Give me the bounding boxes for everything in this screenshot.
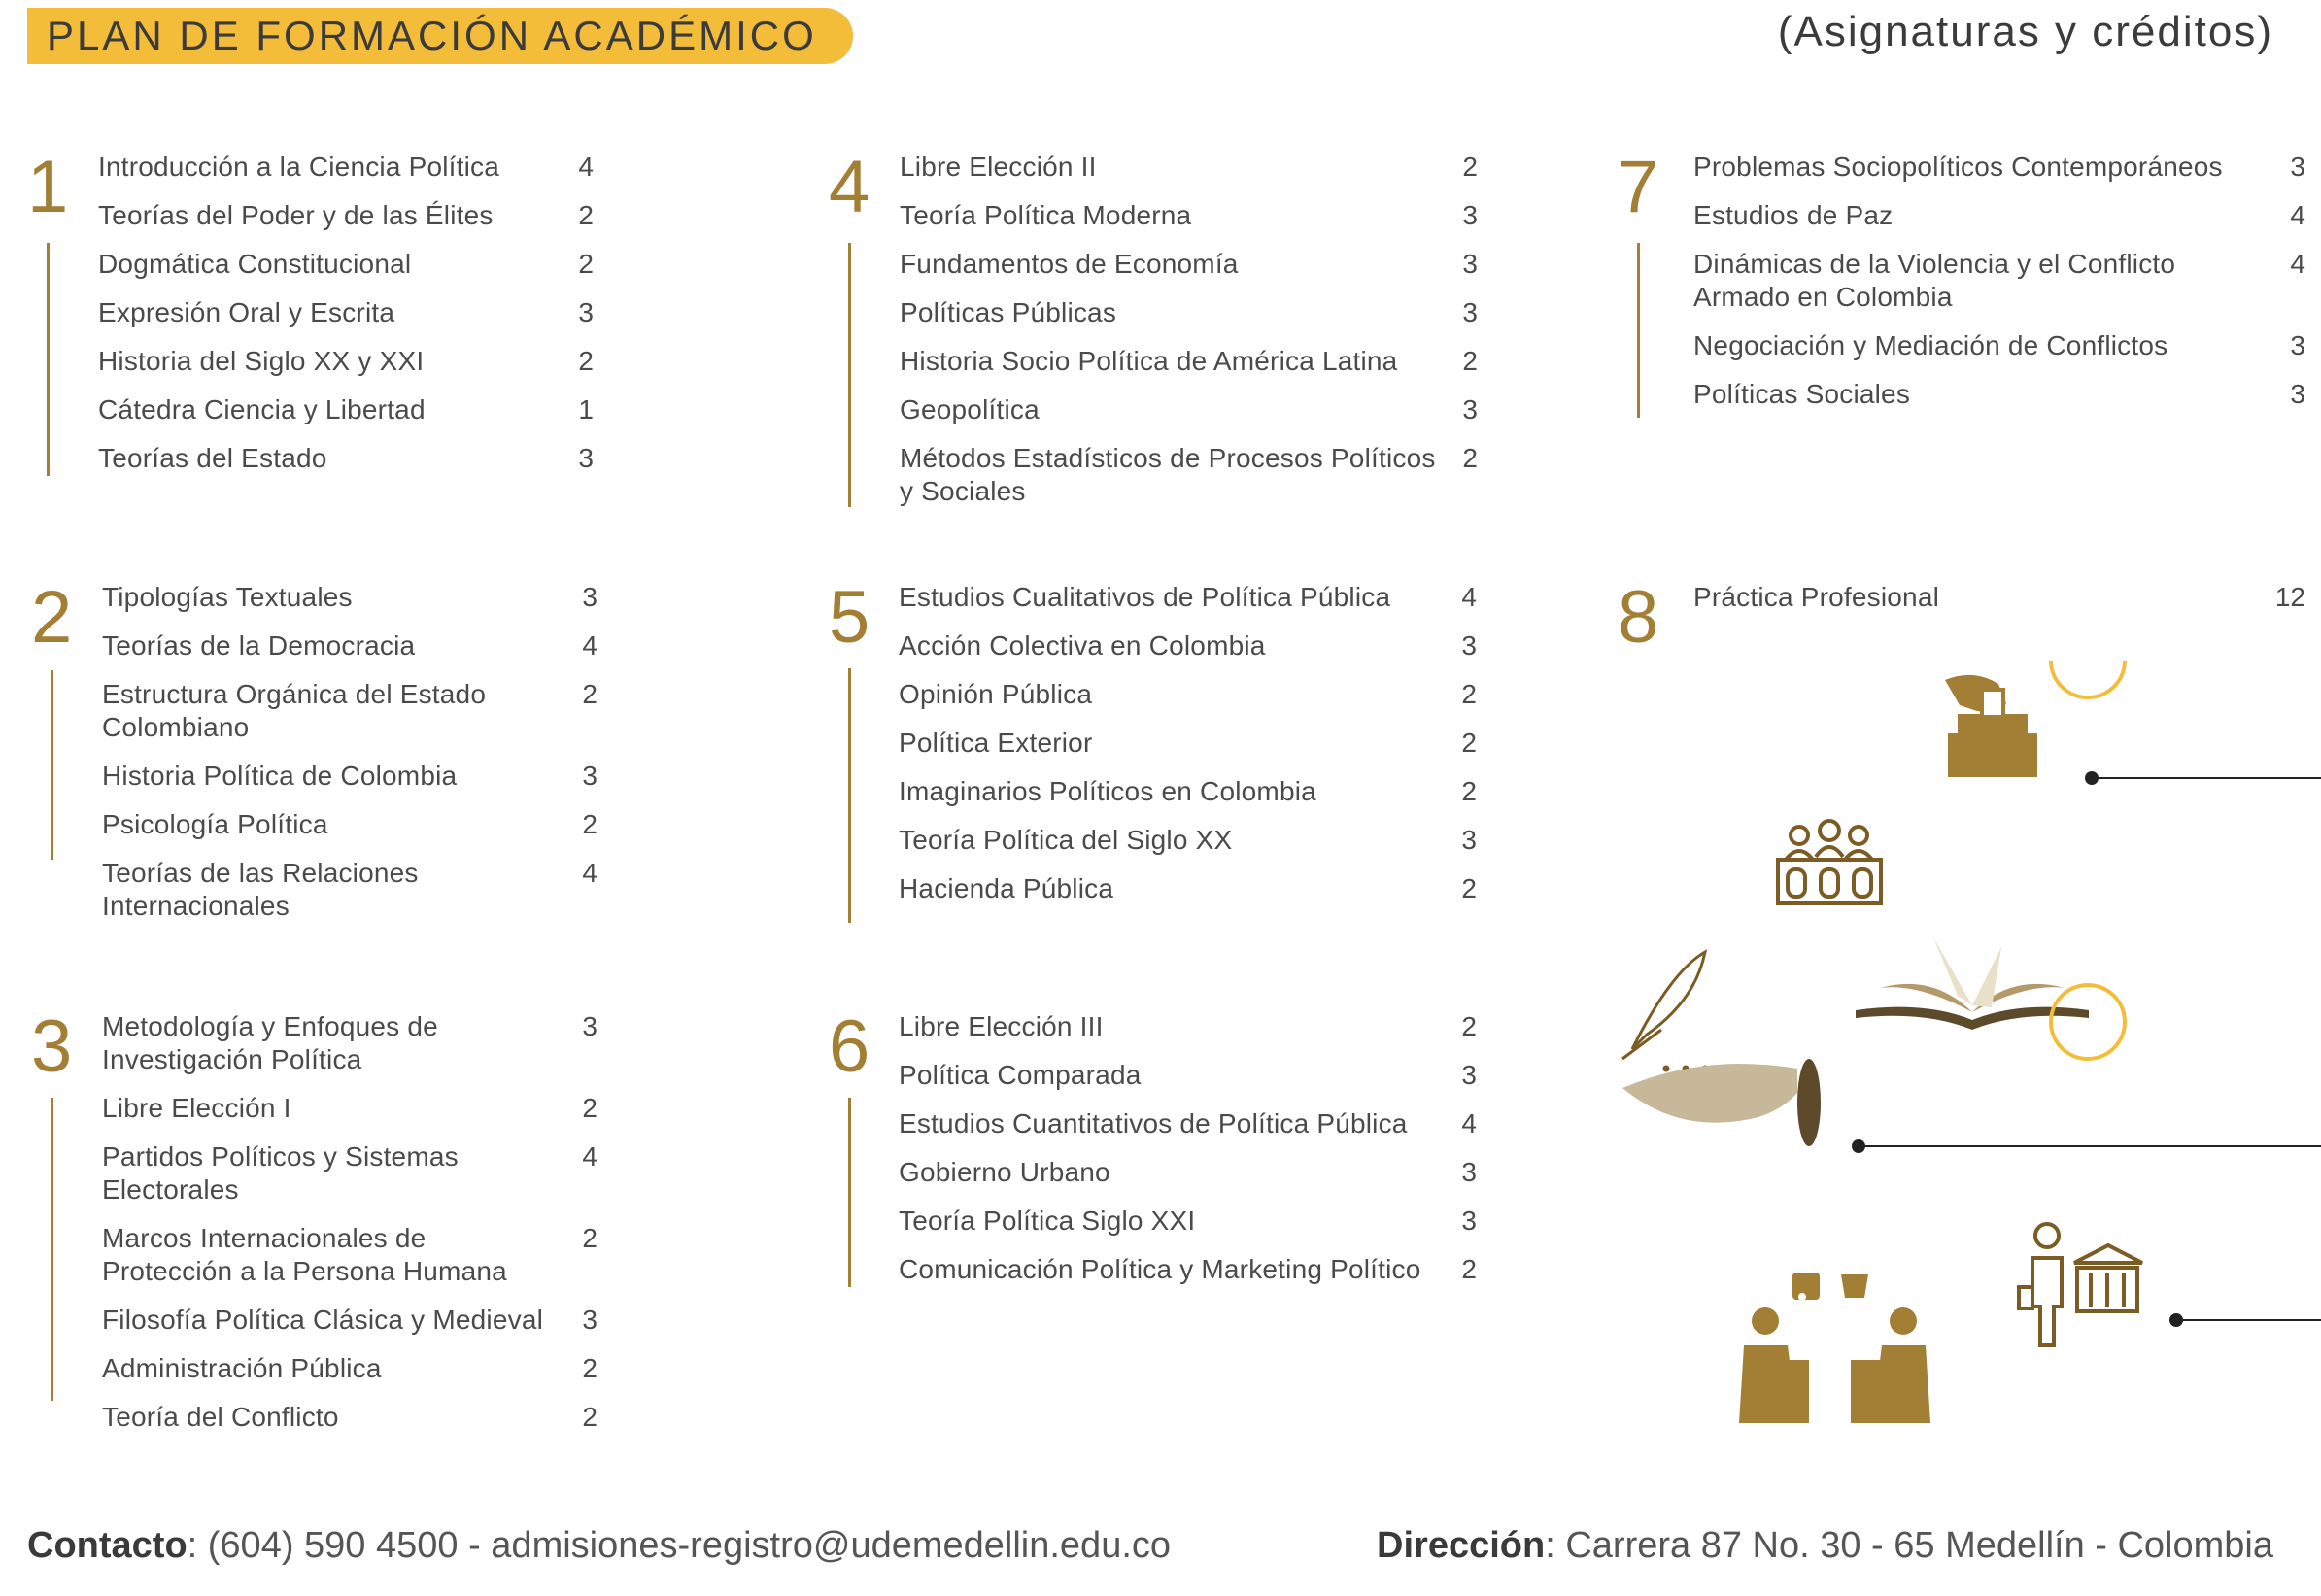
contact-info — [27, 1525, 1171, 1567]
course-credits: 3 — [582, 1305, 597, 1335]
course-credits: 2 — [582, 809, 597, 839]
course-row — [98, 345, 594, 378]
course-row — [899, 775, 1477, 808]
course-row — [102, 1010, 597, 1076]
course-credits: 3 — [1461, 630, 1477, 661]
course-name: Política Comparada — [899, 1060, 1142, 1090]
course-name: Metodología y Enfoques de Investigación Política — [102, 1011, 438, 1074]
course-credits: 2 — [1461, 873, 1477, 903]
citizen-building-icon — [2019, 1224, 2142, 1345]
course-name: Fundamentos de Economía — [900, 249, 1239, 279]
course-name: Estudios Cuantitativos de Política Pública — [899, 1108, 1408, 1138]
course-row — [899, 1059, 1477, 1092]
course-name: Marcos Internacionales de Protección a la Persona Humana — [102, 1223, 507, 1286]
course-credits: 4 — [582, 858, 597, 888]
semester-divider — [848, 1098, 851, 1287]
course-name: Problemas Sociopolíticos Contemporáneos — [1693, 152, 2223, 182]
course-row — [899, 872, 1477, 905]
course-credits: 3 — [578, 443, 594, 473]
course-list — [900, 151, 1478, 524]
course-credits: 2 — [1462, 152, 1478, 182]
course-row — [900, 199, 1478, 232]
course-credits: 3 — [1462, 297, 1478, 327]
semester-number: 3 — [31, 1005, 73, 1088]
course-credits: 4 — [578, 152, 594, 182]
course-credits: 3 — [2290, 379, 2305, 409]
course-credits: 2 — [1461, 1254, 1477, 1284]
giving-hand-icon — [1622, 1059, 1821, 1146]
course-row — [899, 727, 1477, 760]
course-credits: 2 — [1462, 346, 1478, 376]
semester-number: 6 — [829, 1005, 870, 1088]
course-credits: 2 — [582, 1223, 597, 1253]
course-credits: 2 — [578, 346, 594, 376]
course-name: Historia Socio Política de América Latina — [900, 346, 1398, 376]
course-name: Teoría del Conflicto — [102, 1402, 339, 1432]
course-row — [899, 824, 1477, 857]
course-name: Libre Elección I — [102, 1093, 291, 1123]
course-name: Introducción a la Ciencia Política — [98, 152, 500, 182]
course-list — [98, 151, 594, 491]
ballot-box-icon — [1945, 675, 2037, 777]
course-name: Tipologías Textuales — [102, 582, 353, 612]
course-row — [899, 1107, 1477, 1140]
course-row — [98, 296, 594, 329]
course-credits: 3 — [582, 761, 597, 791]
course-list — [102, 1010, 597, 1449]
course-credits: 2 — [582, 1353, 597, 1383]
course-row — [900, 248, 1478, 281]
course-name: Teoría Política del Siglo XX — [899, 825, 1233, 855]
course-credits: 2 — [582, 679, 597, 709]
course-row — [1693, 151, 2305, 184]
assembly-icon — [1778, 821, 1881, 903]
course-credits: 2 — [1462, 443, 1478, 473]
course-name: Historia Política de Colombia — [102, 761, 458, 791]
course-row — [102, 1304, 597, 1337]
course-name: Teoría Política Siglo XXI — [899, 1205, 1196, 1236]
course-credits: 3 — [582, 1011, 597, 1041]
semester-divider — [47, 243, 50, 476]
course-name: Geopolítica — [900, 394, 1040, 424]
course-name: Estudios de Paz — [1693, 200, 1894, 230]
semester-number: 2 — [31, 576, 73, 659]
course-credits: 4 — [2290, 200, 2305, 230]
course-credits: 4 — [2290, 249, 2305, 279]
course-row — [899, 678, 1477, 711]
course-name: Hacienda Pública — [899, 873, 1114, 903]
course-credits: 4 — [582, 630, 597, 661]
course-name: Psicología Política — [102, 809, 328, 839]
course-row — [102, 629, 597, 662]
course-row — [98, 199, 594, 232]
course-row — [899, 1205, 1477, 1238]
course-row — [899, 1156, 1477, 1189]
course-credits: 3 — [582, 582, 597, 612]
course-row — [900, 393, 1478, 426]
course-credits: 3 — [1462, 394, 1478, 424]
footer — [27, 1525, 2273, 1567]
course-row — [900, 151, 1478, 184]
connector-dot — [2169, 1313, 2183, 1327]
course-row — [102, 1222, 597, 1288]
course-name: Dogmática Constitucional — [98, 249, 412, 279]
course-row — [98, 151, 594, 184]
course-credits: 4 — [1461, 1108, 1477, 1138]
address-label: Dirección — [1377, 1525, 1546, 1566]
course-name: Opinión Pública — [899, 679, 1093, 709]
semester-divider — [1637, 243, 1640, 418]
semester-divider — [51, 1098, 53, 1401]
course-credits: 2 — [582, 1402, 597, 1432]
course-credits: 2 — [582, 1093, 597, 1123]
course-row — [98, 442, 594, 475]
course-credits: 3 — [2290, 330, 2305, 360]
course-name: Libre Elección III — [899, 1011, 1104, 1041]
illustration-panel — [1593, 661, 2321, 1438]
course-name: Teorías del Estado — [98, 443, 327, 473]
course-row — [1693, 199, 2305, 232]
contact-value: : (604) 590 4500 - admisiones-registro@udemedellin.edu.co — [187, 1525, 1172, 1566]
course-credits: 4 — [582, 1141, 597, 1172]
course-credits: 1 — [578, 394, 594, 424]
course-row — [1693, 581, 2305, 614]
course-row — [899, 581, 1477, 614]
course-row — [899, 1253, 1477, 1286]
course-name: Comunicación Política y Marketing Político — [899, 1254, 1421, 1284]
connector-dot — [1852, 1139, 1865, 1153]
course-credits: 2 — [1461, 728, 1477, 758]
course-row — [102, 857, 597, 923]
course-credits: 2 — [1461, 776, 1477, 806]
course-name: Libre Elección II — [900, 152, 1097, 182]
course-row — [899, 629, 1477, 662]
course-row — [102, 1352, 597, 1385]
course-name: Políticas Sociales — [1693, 379, 1911, 409]
course-list — [899, 1010, 1477, 1302]
course-name: Acción Colectiva en Colombia — [899, 630, 1266, 661]
course-row — [900, 442, 1478, 508]
course-name: Práctica Profesional — [1693, 582, 1940, 612]
course-name: Métodos Estadísticos de Procesos Políticos y Sociales — [900, 443, 1436, 506]
course-name: Teoría Política Moderna — [900, 200, 1192, 230]
course-credits: 4 — [1461, 582, 1477, 612]
course-credits: 3 — [1461, 825, 1477, 855]
course-list — [899, 581, 1477, 921]
course-credits: 2 — [578, 200, 594, 230]
course-credits: 3 — [2290, 152, 2305, 182]
course-row — [98, 393, 594, 426]
semester-number: 7 — [1618, 146, 1659, 228]
debate-icon — [1739, 1273, 1930, 1423]
course-name: Gobierno Urbano — [899, 1157, 1110, 1187]
course-name: Políticas Públicas — [900, 297, 1117, 327]
course-credits: 3 — [1461, 1157, 1477, 1187]
course-name: Filosofía Política Clásica y Medieval — [102, 1305, 544, 1335]
course-credits: 3 — [1462, 249, 1478, 279]
course-credits: 3 — [578, 297, 594, 327]
semester-number: 8 — [1618, 576, 1659, 659]
address-info — [1377, 1525, 2273, 1567]
course-credits: 3 — [1462, 200, 1478, 230]
course-row — [1693, 248, 2305, 314]
course-name: Imaginarios Políticos en Colombia — [899, 776, 1316, 806]
course-list — [1693, 151, 2305, 426]
semester-divider — [848, 668, 851, 923]
course-name: Teorías del Poder y de las Élites — [98, 200, 494, 230]
semester-divider — [848, 243, 851, 507]
course-credits: 3 — [1461, 1060, 1477, 1090]
quill-icon — [1622, 952, 1707, 1070]
course-row — [1693, 329, 2305, 362]
course-credits: 3 — [1461, 1205, 1477, 1236]
course-row — [899, 1010, 1477, 1043]
course-row — [900, 296, 1478, 329]
course-row — [1693, 378, 2305, 411]
semester-number: 4 — [829, 146, 870, 228]
course-name: Cátedra Ciencia y Libertad — [98, 394, 426, 424]
course-name: Expresión Oral y Escrita — [98, 297, 395, 327]
connector-dot — [2085, 771, 2099, 785]
address-value: : Carrera 87 No. 30 - 65 Medellín - Colombia — [1545, 1525, 2273, 1566]
course-credits: 2 — [578, 249, 594, 279]
course-row — [102, 1140, 597, 1206]
course-row — [102, 1401, 597, 1434]
page-title: PLAN DE FORMACIÓN ACADÉMICO — [47, 13, 817, 58]
course-credits: 2 — [1461, 679, 1477, 709]
course-row — [102, 760, 597, 793]
page-subtitle: (Asignaturas y créditos) — [1777, 8, 2273, 55]
course-row — [98, 248, 594, 281]
course-credits: 2 — [1461, 1011, 1477, 1041]
course-name: Administración Pública — [102, 1353, 382, 1383]
course-name: Estudios Cualitativos de Política Pública — [899, 582, 1391, 612]
course-credits: 12 — [2274, 582, 2305, 612]
accent-circle — [2051, 985, 2125, 1059]
course-name: Teorías de la Democracia — [102, 630, 416, 661]
course-list — [102, 581, 597, 938]
course-row — [900, 345, 1478, 378]
course-list — [1693, 581, 2305, 629]
semester-number: 1 — [27, 146, 69, 228]
course-row — [102, 581, 597, 614]
semester-number: 5 — [829, 576, 870, 659]
contact-label: Contacto — [27, 1525, 188, 1566]
course-name: Teorías de las Relaciones Internacionales — [102, 858, 419, 921]
course-name: Dinámicas de la Violencia y el Conflicto Armado en Colombia — [1693, 249, 2176, 312]
course-name: Política Exterior — [899, 728, 1093, 758]
course-row — [102, 678, 597, 744]
semester-divider — [51, 670, 53, 860]
course-row — [102, 1092, 597, 1125]
course-name: Negociación y Mediación de Conflictos — [1693, 330, 2168, 360]
course-name: Estructura Orgánica del Estado Colombiano — [102, 679, 487, 742]
course-name: Partidos Políticos y Sistemas Electorales — [102, 1141, 459, 1205]
course-name: Historia del Siglo XX y XXI — [98, 346, 425, 376]
course-row — [102, 808, 597, 841]
